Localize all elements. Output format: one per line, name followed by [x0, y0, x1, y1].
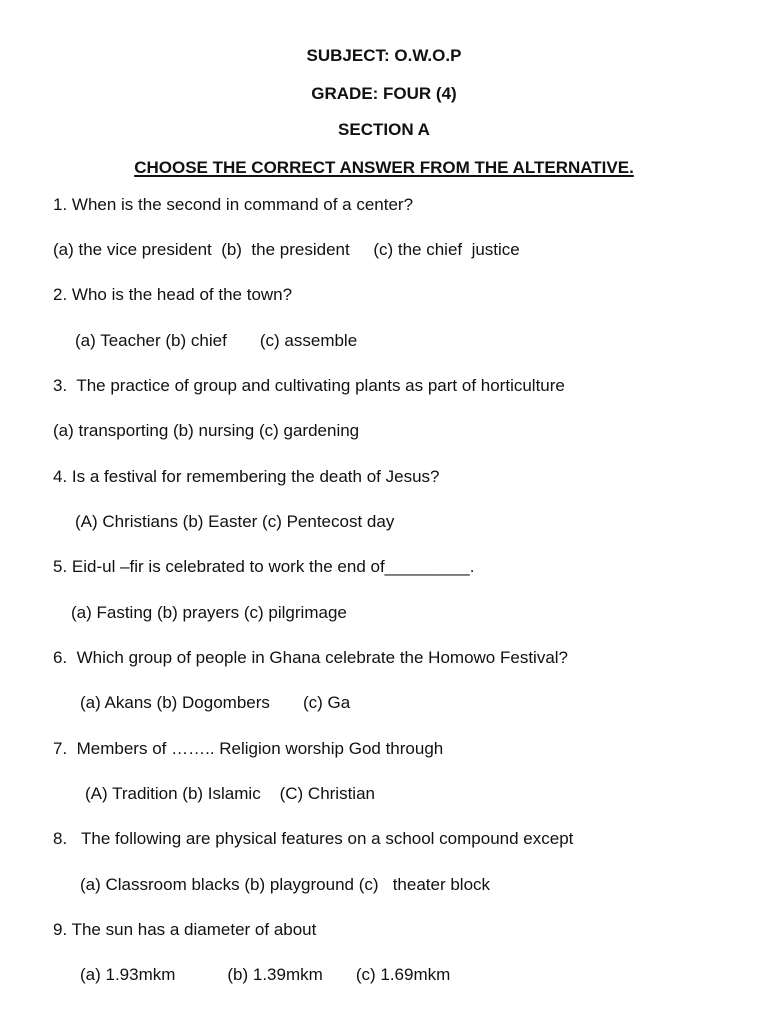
question-3: 3. The practice of group and cultivating plants as part of horticulture	[53, 376, 565, 395]
options-8: (a) Classroom blacks (b) playground (c) theater block	[80, 875, 491, 894]
question-8: 8. The following are physical features on a school compound except	[53, 829, 574, 848]
options-7: (A) Tradition (b) Islamic (C) Christian	[85, 784, 375, 803]
options-2: (a) Teacher (b) chief (c) assemble	[75, 331, 358, 350]
question-9: 9. The sun has a diameter of about	[53, 920, 317, 939]
options-1: (a) the vice president (b) the president (c) the chief justice	[53, 240, 520, 259]
question-5: 5. Eid-ul –fir is celebrated to work the end of_________.	[53, 557, 475, 576]
options-4: (A) Christians (b) Easter (c) Pentecost day	[75, 512, 395, 531]
options-6: (a) Akans (b) Dogombers (c) Ga	[80, 693, 351, 712]
options-3: (a) transporting (b) nursing (c) gardening	[53, 421, 360, 440]
instruction-heading: CHOOSE THE CORRECT ANSWER FROM THE ALTERNATIVE.	[134, 158, 634, 177]
question-7: 7. Members of …….. Religion worship God through	[53, 739, 444, 758]
question-2: 2. Who is the head of the town?	[53, 285, 293, 304]
grade-heading: GRADE: FOUR (4)	[311, 84, 457, 103]
options-9: (a) 1.93mkm (b) 1.39mkm (c) 1.69mkm	[80, 965, 451, 984]
question-4: 4. Is a festival for remembering the death of Jesus?	[53, 467, 440, 486]
question-6: 6. Which group of people in Ghana celebrate the Homowo Festival?	[53, 648, 569, 667]
section-heading: SECTION A	[338, 120, 430, 139]
subject-heading: SUBJECT: O.W.O.P	[306, 46, 462, 65]
question-1: 1. When is the second in command of a center?	[53, 195, 414, 214]
options-5: (a) Fasting (b) prayers (c) pilgrimage	[71, 603, 347, 622]
